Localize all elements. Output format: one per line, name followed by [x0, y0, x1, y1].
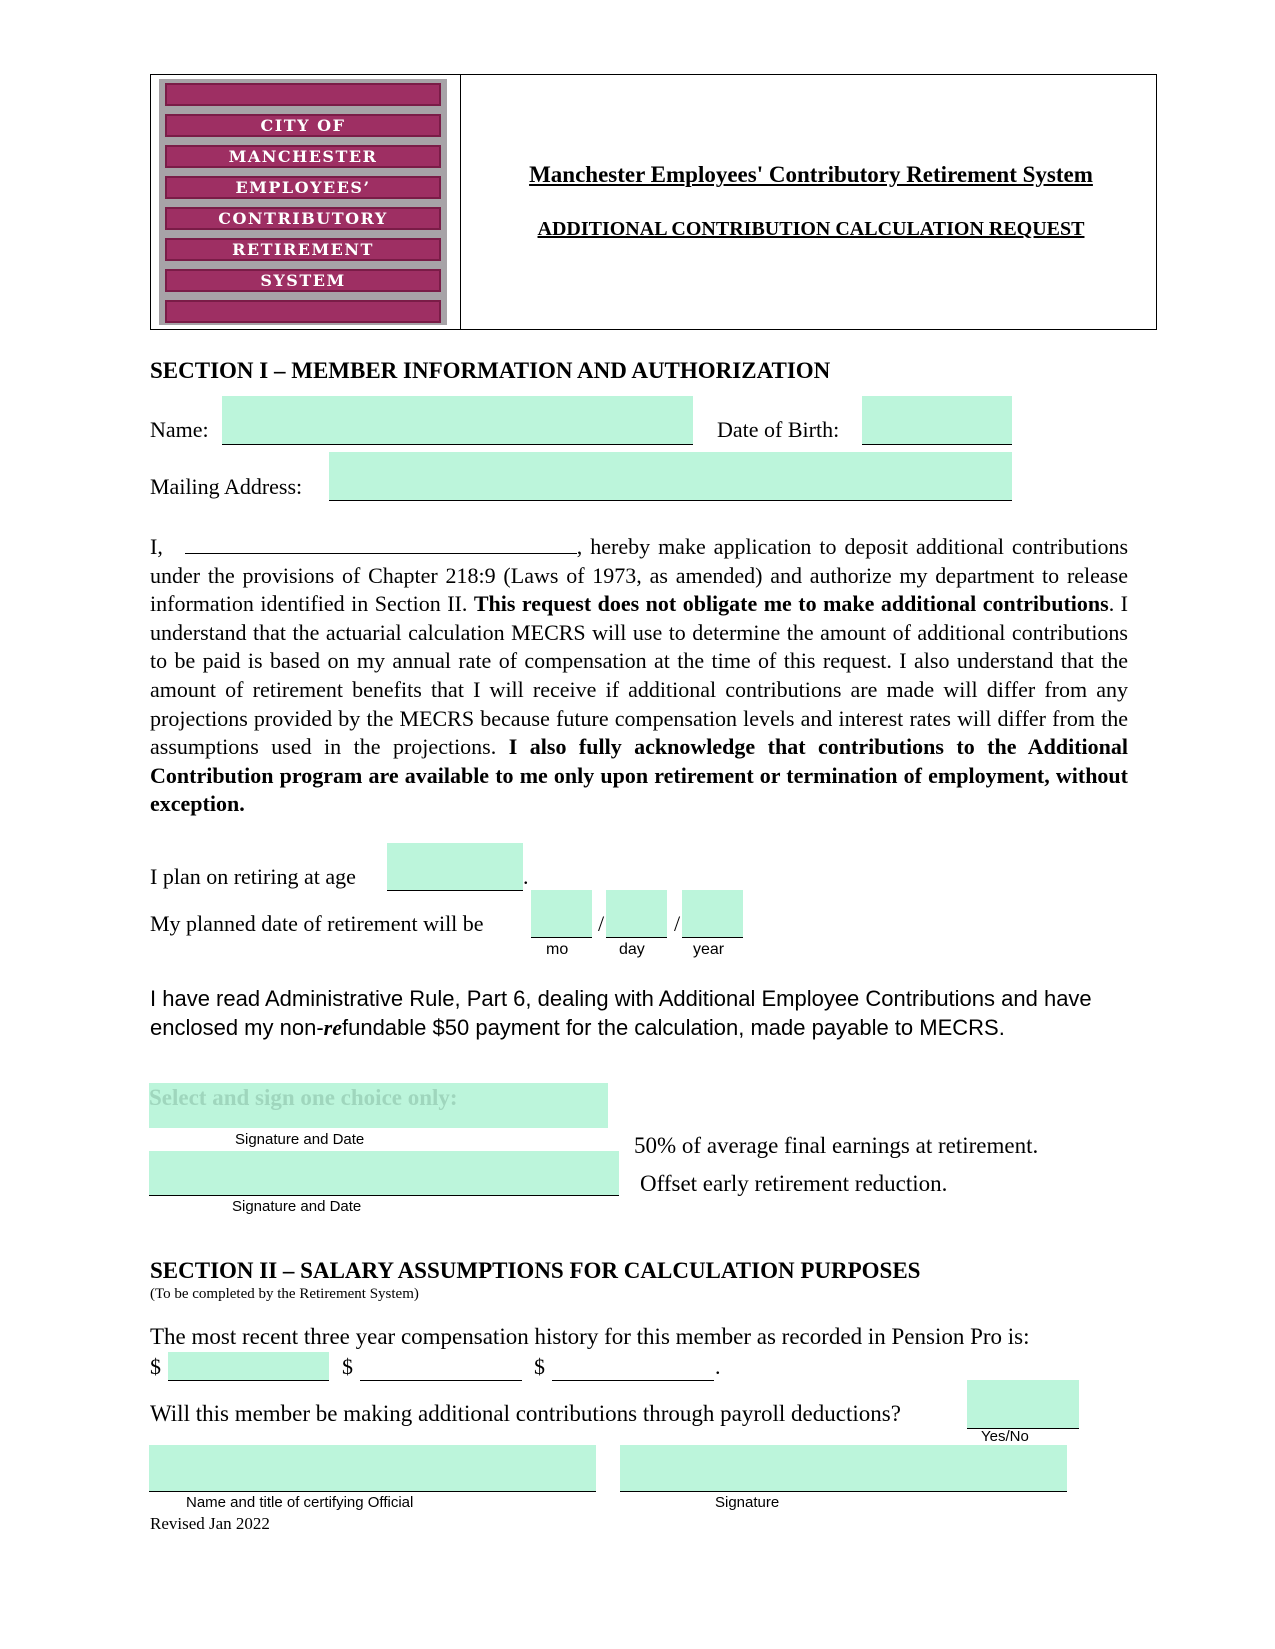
signature-line-2[interactable] — [149, 1195, 619, 1196]
year-label: year — [693, 941, 725, 958]
retire-age-field-fill[interactable] — [387, 843, 523, 891]
para-text-2: . I understand that the actuarial calculation MECRS will use to determine the amount of additional contributions to be paid is based on my annual rate of compensation at the time of this request. I also understand that the amount of retirement benefits that I will receive if additional contributions are made will differ from any projections provided by the MECRS because future compensation levels and interest rates will differ from the assumptions used in the projections. — [150, 591, 1128, 760]
retire-age-field[interactable] — [387, 890, 523, 891]
comp-year-1-field[interactable] — [168, 1380, 329, 1381]
payroll-question: Will this member be making additional contributions through payroll deductions? — [150, 1401, 901, 1426]
retire-year-field[interactable] — [682, 937, 743, 938]
signature-field-2[interactable] — [149, 1151, 619, 1195]
para-bold-1: This request does not obligate me to make additional contributions — [473, 591, 1109, 617]
rule-text-b: fundable $50 payment for the calculation, made payable to MECRS. — [341, 1015, 1005, 1040]
retire-age-label: I plan on retiring at age — [150, 864, 356, 889]
logo-line: SYSTEM — [165, 269, 441, 292]
comp-year-1-fill[interactable] — [168, 1352, 329, 1380]
logo-bar-top — [165, 83, 441, 106]
para-i: I, — [150, 534, 163, 559]
day-label: day — [619, 941, 645, 958]
section-1-title: SECTION I – MEMBER INFORMATION AND AUTHORIZATION — [150, 358, 831, 383]
logo-line: EMPLOYEES’ — [165, 176, 441, 199]
org-name: Manchester Employees' Contributory Retirement System — [529, 162, 1093, 187]
retire-month-field[interactable] — [531, 937, 592, 938]
logo-line: MANCHESTER — [165, 145, 441, 168]
address-field-fill[interactable] — [329, 452, 1012, 500]
certifying-official-label: Name and title of certifying Official — [186, 1494, 414, 1511]
retire-year-fill[interactable] — [682, 890, 743, 937]
address-field[interactable] — [329, 500, 1012, 501]
mecrs-logo — [159, 79, 447, 325]
logo-bar-bottom — [165, 300, 441, 323]
date-separator: / — [598, 911, 605, 936]
logo-line: CONTRIBUTORY — [165, 207, 441, 230]
address-label: Mailing Address: — [150, 474, 303, 499]
option-2-text: Offset early retirement reduction. — [640, 1171, 948, 1196]
official-signature-field[interactable] — [620, 1445, 1067, 1491]
retire-day-fill[interactable] — [606, 890, 667, 937]
form-header — [150, 74, 1157, 330]
revised-date: Revised Jan 2022 — [150, 1514, 270, 1533]
official-signature-line[interactable] — [620, 1491, 1067, 1492]
signature-date-label-2: Signature and Date — [232, 1198, 362, 1215]
compensation-history-text: The most recent three year compensation history for this member as recorded in Pension Pro is: — [150, 1324, 1030, 1349]
para-text-1: , hereby make application to deposit additional contributions under the provisions of Chapter 218:9 (Laws of 1973, as amended) and authorize my department to release information identified in Section II. — [150, 534, 1129, 617]
name-label: Name: — [150, 417, 209, 442]
para-bold-2: I also fully acknowledge that contributions to the Additional Contribution program are available to me only upon retirement or termination of employment, without exception. — [150, 734, 1129, 817]
form-title: ADDITIONAL CONTRIBUTION CALCULATION REQUEST — [537, 218, 1085, 240]
currency-symbol: $ — [150, 1354, 161, 1379]
section-2-title: SECTION II – SALARY ASSUMPTIONS FOR CALCULATION PURPOSES — [150, 1258, 921, 1283]
yes-no-field-fill[interactable] — [967, 1380, 1079, 1428]
certifying-official-line[interactable] — [149, 1491, 596, 1492]
signature-date-label-1: Signature and Date — [235, 1131, 365, 1148]
option-1-text: 50% of average final earnings at retirement. — [634, 1133, 1039, 1158]
comp-year-2-field[interactable] — [360, 1380, 522, 1381]
authorization-paragraph — [150, 533, 1128, 819]
dob-field[interactable] — [862, 444, 1012, 445]
retire-day-field[interactable] — [606, 937, 667, 938]
official-signature-label: Signature — [715, 1494, 780, 1511]
choice-placeholder: Select and sign one choice only: — [149, 1085, 458, 1110]
logo-cell — [151, 75, 461, 329]
rule-text-a: I have read Administrative Rule, Part 6, dealing with Additional Employee Contributions and have enclosed my non- — [150, 986, 1092, 1040]
logo-line: CITY OF — [165, 114, 441, 137]
comp-end-period: . — [715, 1354, 721, 1379]
name-field[interactable] — [222, 444, 693, 445]
retire-age-period: . — [523, 864, 529, 889]
applicant-name-field[interactable] — [185, 533, 577, 554]
currency-symbol: $ — [342, 1354, 353, 1379]
date-separator: / — [674, 911, 681, 936]
yes-no-label: Yes/No — [981, 1428, 1029, 1445]
dob-label: Date of Birth: — [717, 417, 840, 442]
comp-year-3-field[interactable] — [552, 1380, 714, 1381]
retire-month-fill[interactable] — [531, 890, 592, 937]
dob-field-fill[interactable] — [862, 396, 1012, 444]
name-field-fill[interactable] — [222, 396, 693, 444]
logo-line: RETIREMENT — [165, 238, 441, 261]
certifying-official-field[interactable] — [149, 1445, 596, 1491]
section-2-subtitle: (To be completed by the Retirement System) — [150, 1286, 419, 1302]
retire-date-label: My planned date of retirement will be — [150, 911, 484, 936]
administrative-rule-statement — [150, 984, 1130, 1042]
currency-symbol: $ — [534, 1354, 545, 1379]
rule-text-re: re — [323, 1015, 342, 1040]
mo-label: mo — [546, 941, 569, 958]
